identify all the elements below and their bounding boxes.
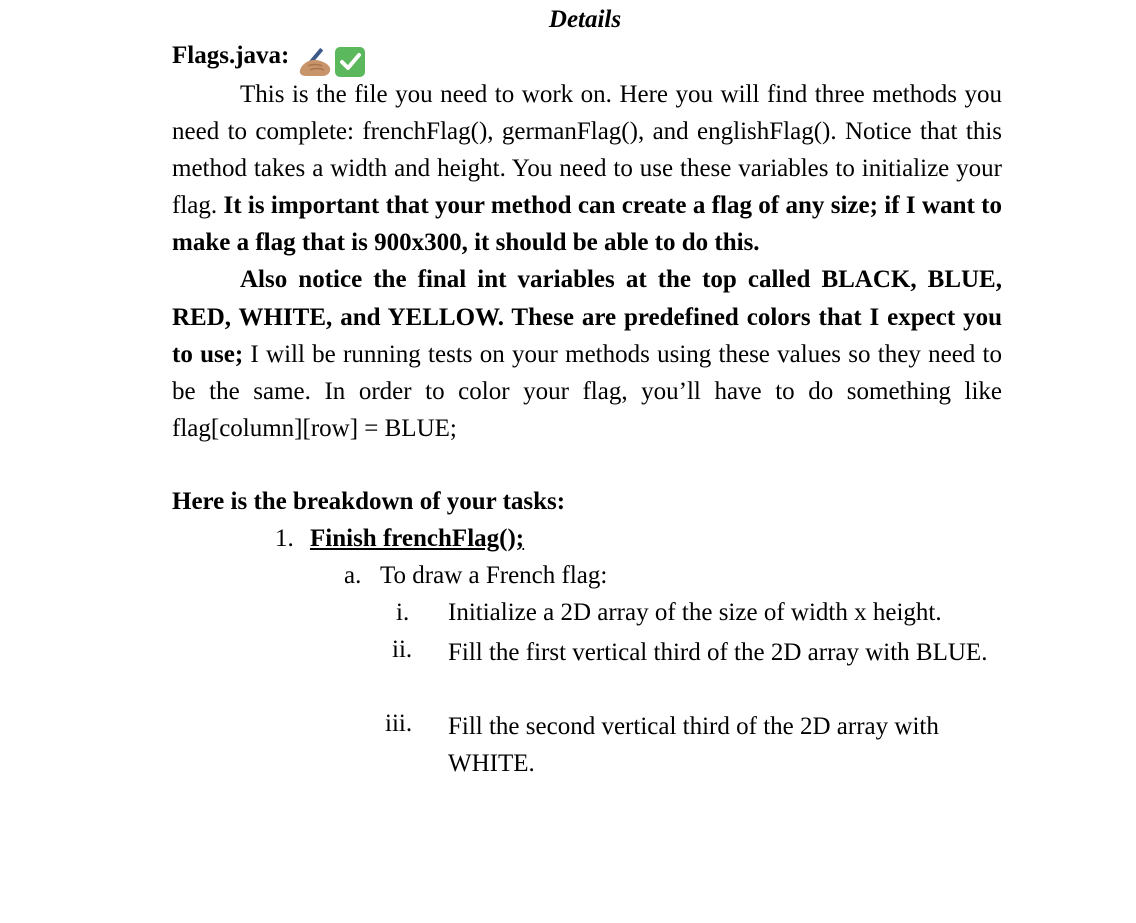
paragraph-colors-emphasis: Also notice the final int variables at the top called BLACK, BLUE, RED, WHITE, and YELLOW. These are predefined colors that I expect you to use; <box>172 266 1002 368</box>
step-numeral: iii. <box>385 710 413 737</box>
subtask-title: To draw a French flag: <box>380 562 608 589</box>
step-text: Fill the second vertical third of the 2D array with WHITE. <box>448 713 939 777</box>
paragraph-instructions-emphasis: It is important that your method can create a flag of any size; if I want to make a flag that is 900x300, it should be able to do this. <box>172 192 1002 257</box>
step-text: Initialize a 2D array of the size of width x height. <box>448 599 942 626</box>
subtask-letter: a. <box>344 562 362 589</box>
page-title: Details <box>548 6 622 33</box>
file-name-label: Flags.java: <box>172 42 290 69</box>
step-numeral: i. <box>396 599 410 626</box>
step-text: Fill the first vertical third of the 2D array with BLUE. <box>448 639 988 666</box>
check-mark-icon <box>334 46 366 78</box>
paragraph-instructions <box>172 76 1002 261</box>
task-number: 1. <box>275 525 294 552</box>
tasks-heading: Here is the breakdown of your tasks: <box>172 488 566 515</box>
step-numeral: ii. <box>392 636 413 663</box>
writing-hand-icon <box>298 46 332 78</box>
paragraph-colors <box>172 261 1002 446</box>
description-body <box>172 76 1002 447</box>
file-heading <box>172 40 366 78</box>
task-title: Finish frenchFlag(); <box>310 525 525 552</box>
paragraph-colors-text: I will be running tests on your methods using these values so they need to be the same. In order to color your flag, you’ll have to do something like flag[column][row] = BLUE; <box>172 340 1003 442</box>
paragraph-instructions-text: This is the file you need to work on. Here you will find three methods you need to complete: frenchFlag(), germanFlag(), and englishFlag(). Notice that this method takes a width and height. You need to use these variables to initialize your flag. <box>172 81 1002 220</box>
